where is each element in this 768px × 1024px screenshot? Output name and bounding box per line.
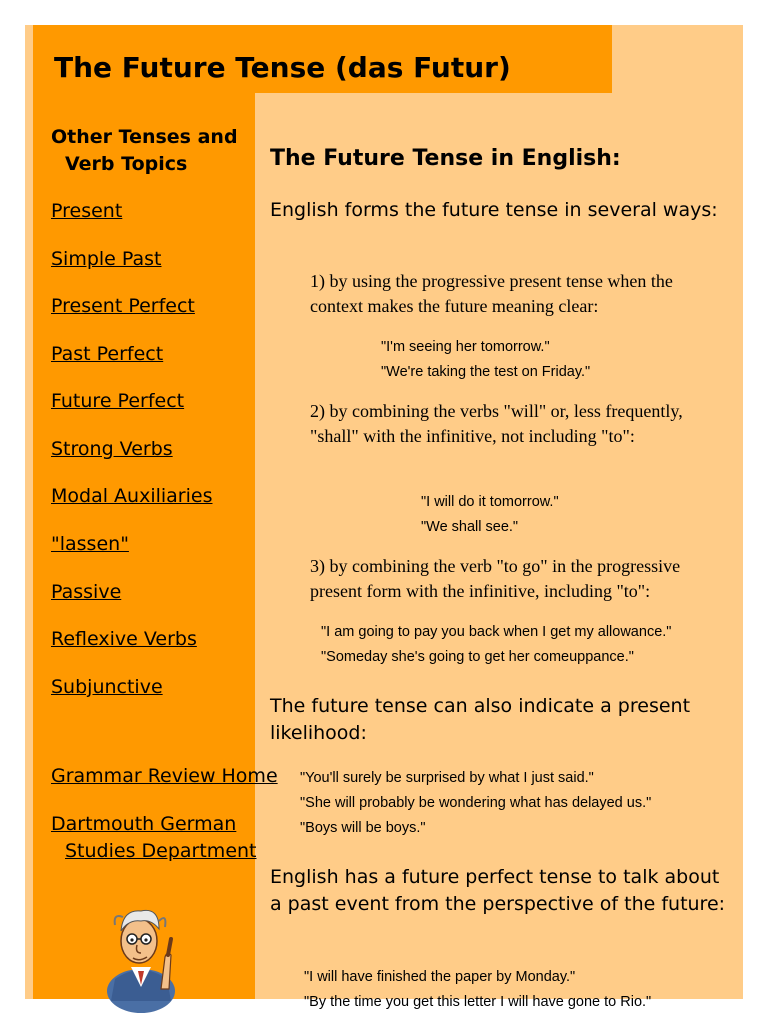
nav-link-subjunctive[interactable]: Subjunctive xyxy=(51,676,163,698)
section-heading: The Future Tense in English: xyxy=(270,146,621,171)
nav-link-present-perfect[interactable]: Present Perfect xyxy=(51,295,195,317)
nav-link-reflexive-verbs[interactable]: Reflexive Verbs xyxy=(51,628,197,650)
method-3-example: "Someday she's going to get her comeuppance." xyxy=(321,649,634,665)
method-2-example: "I will do it tomorrow." xyxy=(421,494,559,510)
nav-link-grammar-review-home[interactable]: Grammar Review Home xyxy=(51,765,278,787)
future-perfect-example: "By the time you get this letter I will have gone to Rio." xyxy=(304,994,652,1010)
main-content xyxy=(254,93,743,1010)
likelihood-example: "She will probably be wondering what has delayed us." xyxy=(300,795,652,811)
nav-link-strong-verbs[interactable]: Strong Verbs xyxy=(51,438,173,460)
page xyxy=(25,25,743,1010)
method-2-example: "We shall see." xyxy=(421,519,519,535)
nav-link-simple-past[interactable]: Simple Past xyxy=(51,248,162,270)
method-1-example: "I'm seeing her tomorrow." xyxy=(381,339,550,355)
future-perfect-example: "I will have finished the paper by Monday." xyxy=(304,969,576,985)
nav-link-german-studies-department[interactable]: Dartmouth German Studies Department xyxy=(51,813,257,862)
method-1-text: 1) by using the progressive present tense when the context makes the future meaning clear: xyxy=(310,271,673,316)
future-perfect-paragraph: English has a future perfect tense to talk about a past event from the perspective of the future: xyxy=(270,866,726,915)
method-1-example: "We're taking the test on Friday." xyxy=(381,364,591,380)
intro-paragraph: English forms the future tense in several ways: xyxy=(270,199,718,221)
method-3-example: "I am going to pay you back when I get my allowance." xyxy=(321,624,672,640)
professor-mascot-icon xyxy=(101,891,181,1001)
sidebar xyxy=(33,25,278,999)
likelihood-example: "Boys will be boys." xyxy=(300,820,426,836)
nav-link-past-perfect[interactable]: Past Perfect xyxy=(51,343,164,365)
nav-link-modal-auxiliaries[interactable]: Modal Auxiliaries xyxy=(51,485,213,507)
page-title: The Future Tense (das Futur) xyxy=(54,51,511,84)
title-banner xyxy=(33,25,612,93)
nav-link-passive[interactable]: Passive xyxy=(51,581,122,603)
nav-link-present[interactable]: Present xyxy=(51,200,123,222)
sidebar-heading: Other Tenses and Verb Topics xyxy=(51,126,238,175)
likelihood-paragraph: The future tense can also indicate a present likelihood: xyxy=(270,695,691,744)
method-3-text: 3) by combining the verb "to go" in the progressive present form with the infinitive, including "to": xyxy=(310,556,681,601)
likelihood-example: "You'll surely be surprised by what I just said." xyxy=(300,770,594,786)
nav-link-lassen[interactable]: "lassen" xyxy=(51,533,129,555)
method-2-text: 2) by combining the verbs "will" or, less frequently, "shall" with the infinitive, not including "to": xyxy=(310,401,683,446)
nav-link-future-perfect[interactable]: Future Perfect xyxy=(51,390,185,412)
